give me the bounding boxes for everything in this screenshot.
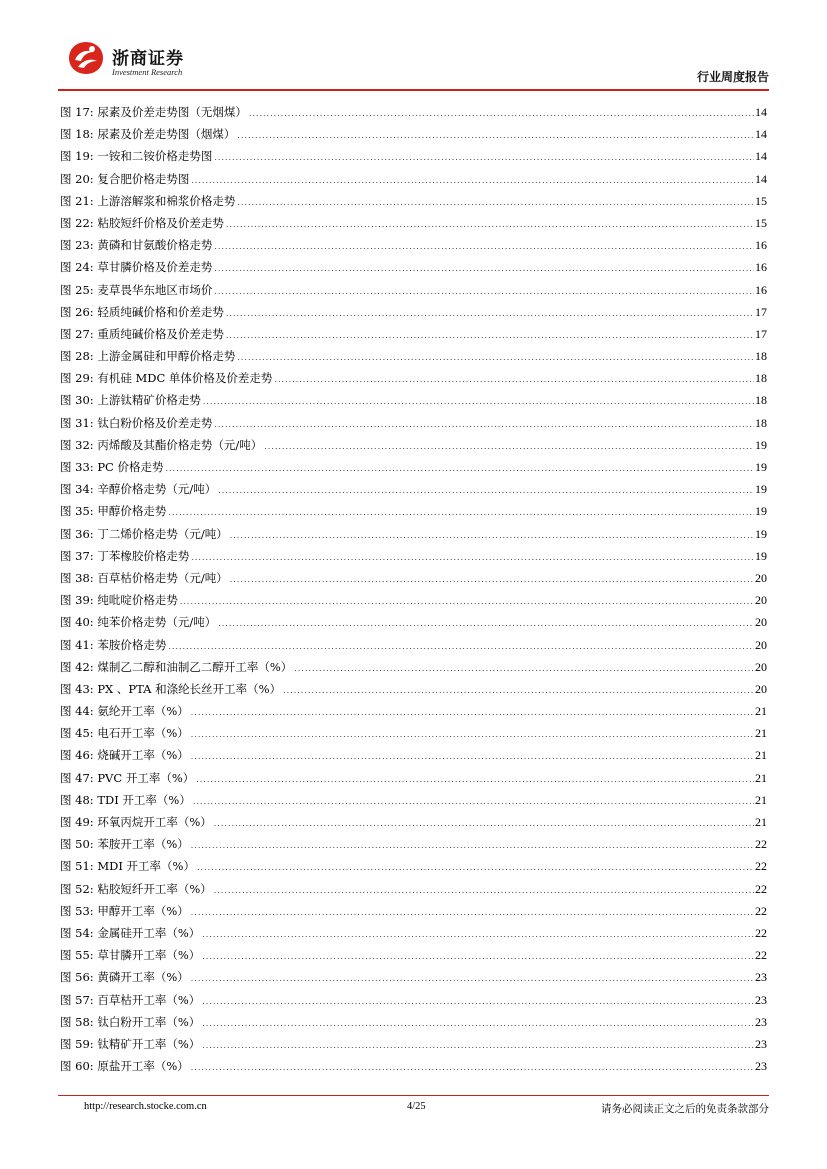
toc-entry[interactable] [60,1055,767,1077]
toc-entry-page: 22 [755,859,767,874]
toc-entry[interactable] [60,833,767,855]
toc-entry-label: 图 25: 麦草畏华东地区市场价 [60,282,213,297]
toc-entry[interactable] [60,123,767,145]
toc-entry-page: 15 [755,215,767,230]
toc-dot-leader [168,636,754,658]
toc-entry-label: 图 52: 粘胶短纤开工率（%） [60,881,212,896]
toc-entry[interactable] [60,279,767,301]
toc-dot-leader [230,569,754,591]
toc-entry-label: 图 26: 轻质纯碱价格和价差走势 [60,304,224,319]
toc-entry[interactable] [60,678,767,700]
toc-dot-leader [191,547,754,569]
toc-dot-leader [196,769,754,791]
toc-entry[interactable] [60,478,767,500]
toc-dot-leader [249,103,754,125]
toc-dot-leader [230,525,754,547]
toc-entry-page: 22 [755,948,767,963]
toc-entry[interactable] [60,722,767,744]
toc-entry-page: 19 [755,526,767,541]
toc-entry-label: 图 18: 尿素及价差走势图（烟煤） [60,127,236,142]
toc-dot-leader [214,147,754,169]
toc-entry[interactable] [60,567,767,589]
toc-entry-page: 21 [755,815,767,829]
toc-entry-label: 图 42: 煤制乙二醇和油制乙二醇开工率（%） [60,659,293,674]
toc-entry-page: 16 [755,260,767,275]
toc-entry-page: 20 [755,681,767,696]
footer-divider [58,1095,769,1096]
toc-entry-label: 图 54: 金属硅开工率（%） [60,925,201,940]
toc-dot-leader [191,968,754,990]
toc-entry[interactable] [60,634,767,656]
toc-dot-leader [193,791,754,813]
figure-table-of-contents [60,101,767,1077]
toc-entry-page: 17 [755,304,767,319]
toc-entry-page: 18 [755,349,767,364]
toc-entry[interactable] [60,367,767,389]
toc-entry-page: 19 [755,482,767,497]
toc-entry-label: 图 43: PX 、PTA 和涤纶长丝开工率（%） [60,681,282,696]
toc-entry-page: 22 [755,925,767,940]
toc-dot-leader [274,369,754,391]
toc-dot-leader [197,857,754,879]
toc-dot-leader [191,835,754,857]
toc-dot-leader [294,658,754,680]
toc-entry-page: 20 [755,570,767,585]
toc-entry[interactable] [60,966,767,988]
footer-disclaimer: 请务必阅读正文之后的免责条款部分 [601,1103,769,1115]
toc-entry-label: 图 38: 百草枯价格走势（元/吨） [60,570,228,585]
footer-page-number: 4/25 [407,1101,426,1112]
toc-dot-leader [191,702,754,724]
toc-entry-label: 图 57: 百草枯开工率（%） [60,992,201,1007]
toc-entry-label: 图 56: 黄磷开工率（%） [60,970,189,985]
toc-entry[interactable] [60,345,767,367]
toc-entry[interactable] [60,611,767,633]
toc-entry-page: 22 [755,881,767,896]
toc-dot-leader [191,1057,754,1079]
page-header [0,0,827,92]
toc-entry[interactable] [60,500,767,522]
toc-entry-page: 14 [755,171,767,186]
toc-dot-leader [202,1013,754,1035]
brand-name: 浙商证券 [112,49,184,69]
toc-entry-label: 图 45: 电石开工率（%） [60,726,189,741]
toc-dot-leader [237,192,754,214]
toc-entry-page: 19 [755,437,767,452]
toc-entry-page: 21 [755,792,767,807]
toc-entry-page: 15 [755,193,767,208]
toc-entry-page: 21 [755,748,767,763]
toc-entry[interactable] [60,900,767,922]
toc-entry-page: 14 [755,127,767,142]
toc-dot-leader [191,902,754,924]
toc-entry-page: 21 [755,704,767,719]
toc-entry-label: 图 40: 纯苯价格走势（元/吨） [60,615,217,630]
toc-entry-label: 图 48: TDI 开工率（%） [60,792,191,807]
toc-entry[interactable] [60,145,767,167]
toc-entry-page: 21 [755,770,767,785]
toc-dot-leader [214,236,754,258]
toc-entry-label: 图 22: 粘胶短纤价格及价差走势 [60,215,224,230]
toc-entry[interactable] [60,301,767,323]
toc-entry-label: 图 37: 丁苯橡胶价格走势 [60,548,190,563]
toc-dot-leader [214,281,754,303]
toc-dot-leader [214,813,754,835]
toc-entry-page: 19 [755,548,767,563]
toc-dot-leader [264,436,754,458]
toc-dot-leader [202,991,754,1013]
toc-entry-page: 20 [755,615,767,630]
toc-dot-leader [226,214,754,236]
zheshang-logo-icon [66,40,106,76]
toc-entry-page: 19 [755,504,767,519]
toc-entry-label: 图 53: 甲醇开工率（%） [60,903,189,918]
toc-entry[interactable] [60,190,767,212]
toc-entry-label: 图 34: 辛醇价格走势（元/吨） [60,482,217,497]
toc-entry-page: 19 [755,460,767,474]
toc-entry[interactable] [60,256,767,278]
toc-entry-page: 23 [755,1014,767,1029]
toc-entry-label: 图 28: 上游金属硅和甲醇价格走势 [60,349,236,364]
toc-dot-leader [283,680,754,702]
toc-entry-page: 18 [755,393,767,408]
toc-entry-label: 图 46: 烧碱开工率（%） [60,748,189,763]
toc-entry-label: 图 24: 草甘膦价格及价差走势 [60,260,213,275]
toc-entry-label: 图 51: MDI 开工率（%） [60,859,195,874]
toc-entry-page: 23 [755,970,767,985]
toc-entry[interactable] [60,656,767,678]
toc-entry[interactable] [60,767,767,789]
toc-entry-label: 图 33: PC 价格走势 [60,460,164,474]
toc-entry-page: 23 [755,992,767,1007]
toc-entry-label: 图 39: 纯吡啶价格走势 [60,593,178,608]
toc-entry[interactable] [60,855,767,877]
toc-entry[interactable] [60,434,767,456]
toc-entry-page: 17 [755,326,767,341]
report-type: 行业周度报告 [696,70,769,84]
toc-entry[interactable] [60,101,767,123]
toc-dot-leader [237,347,754,369]
toc-dot-leader [166,458,754,480]
toc-dot-leader [202,946,754,968]
toc-entry[interactable] [60,1033,767,1055]
toc-entry-page: 16 [755,238,767,253]
toc-dot-leader [218,613,754,635]
toc-dot-leader [218,480,754,502]
toc-entry-label: 图 20: 复合肥价格走势图 [60,171,190,186]
toc-entry[interactable] [60,456,767,478]
toc-entry-page: 20 [755,637,767,652]
toc-entry-page: 18 [755,371,767,386]
toc-entry[interactable] [60,412,767,434]
toc-entry-label: 图 55: 草甘膦开工率（%） [60,948,201,963]
toc-entry-label: 图 35: 甲醇价格走势 [60,504,167,519]
toc-entry-label: 图 32: 丙烯酸及其酯价格走势（元/吨） [60,437,263,452]
toc-entry[interactable] [60,700,767,722]
toc-entry[interactable] [60,212,767,234]
toc-dot-leader [202,924,754,946]
toc-entry[interactable] [60,1011,767,1033]
toc-entry-label: 图 58: 钛白粉开工率（%） [60,1014,201,1029]
toc-entry[interactable] [60,168,767,190]
toc-entry-page: 23 [755,1036,767,1051]
toc-dot-leader [203,391,754,413]
toc-entry-label: 图 17: 尿素及价差走势图（无烟煤） [60,105,247,119]
header-divider [58,89,769,91]
toc-entry-label: 图 23: 黄磷和甘氨酸价格走势 [60,238,213,253]
toc-entry-page: 18 [755,415,767,430]
footer-url-link[interactable]: http://research.stocke.com.cn [84,1101,207,1112]
toc-dot-leader [202,1035,754,1057]
toc-entry[interactable] [60,744,767,766]
toc-entry-page: 20 [755,659,767,674]
toc-dot-leader [226,325,754,347]
toc-entry[interactable] [60,989,767,1011]
toc-entry[interactable] [60,234,767,256]
toc-entry[interactable] [60,922,767,944]
toc-entry[interactable] [60,389,767,411]
toc-entry-label: 图 19: 一铵和二铵价格走势图 [60,149,213,164]
toc-entry-label: 图 41: 苯胺价格走势 [60,637,167,652]
toc-dot-leader [180,591,754,613]
toc-entry[interactable] [60,323,767,345]
toc-entry-label: 图 50: 苯胺开工率（%） [60,837,189,852]
toc-entry-page: 14 [755,105,767,119]
toc-entry-label: 图 21: 上游溶解浆和棉浆价格走势 [60,193,236,208]
toc-entry[interactable] [60,789,767,811]
toc-entry-label: 图 31: 钛白粉价格及价差走势 [60,415,213,430]
toc-dot-leader [226,303,754,325]
toc-entry-label: 图 36: 丁二烯价格走势（元/吨） [60,526,228,541]
toc-entry[interactable] [60,589,767,611]
toc-dot-leader [191,170,754,192]
toc-entry-page: 21 [755,726,767,741]
toc-entry-page: 20 [755,593,767,608]
toc-dot-leader [168,502,754,524]
toc-dot-leader [237,125,754,147]
toc-dot-leader [214,258,754,280]
toc-entry-page: 14 [755,149,767,164]
toc-entry-page: 23 [755,1059,767,1074]
toc-dot-leader [214,880,754,902]
toc-entry[interactable] [60,545,767,567]
toc-entry-page: 22 [755,903,767,918]
toc-entry[interactable] [60,944,767,966]
toc-entry-label: 图 44: 氨纶开工率（%） [60,704,189,719]
toc-entry[interactable] [60,523,767,545]
toc-entry-label: 图 30: 上游钛精矿价格走势 [60,393,201,408]
toc-entry-label: 图 27: 重质纯碱价格及价差走势 [60,326,224,341]
toc-entry-label: 图 29: 有机硅 MDC 单体价格及价差走势 [60,371,273,386]
toc-entry[interactable] [60,878,767,900]
brand-subtitle: Investment Research [112,67,183,77]
toc-dot-leader [191,724,754,746]
toc-entry-label: 图 47: PVC 开工率（%） [60,770,195,785]
toc-entry[interactable] [60,811,767,833]
toc-entry-label: 图 59: 钛精矿开工率（%） [60,1036,201,1051]
toc-entry-page: 22 [755,837,767,852]
toc-entry-page: 16 [755,282,767,297]
toc-entry-label: 图 49: 环氧丙烷开工率（%） [60,815,212,829]
toc-dot-leader [214,414,754,436]
toc-dot-leader [191,746,754,768]
toc-entry-label: 图 60: 原盐开工率（%） [60,1059,189,1074]
